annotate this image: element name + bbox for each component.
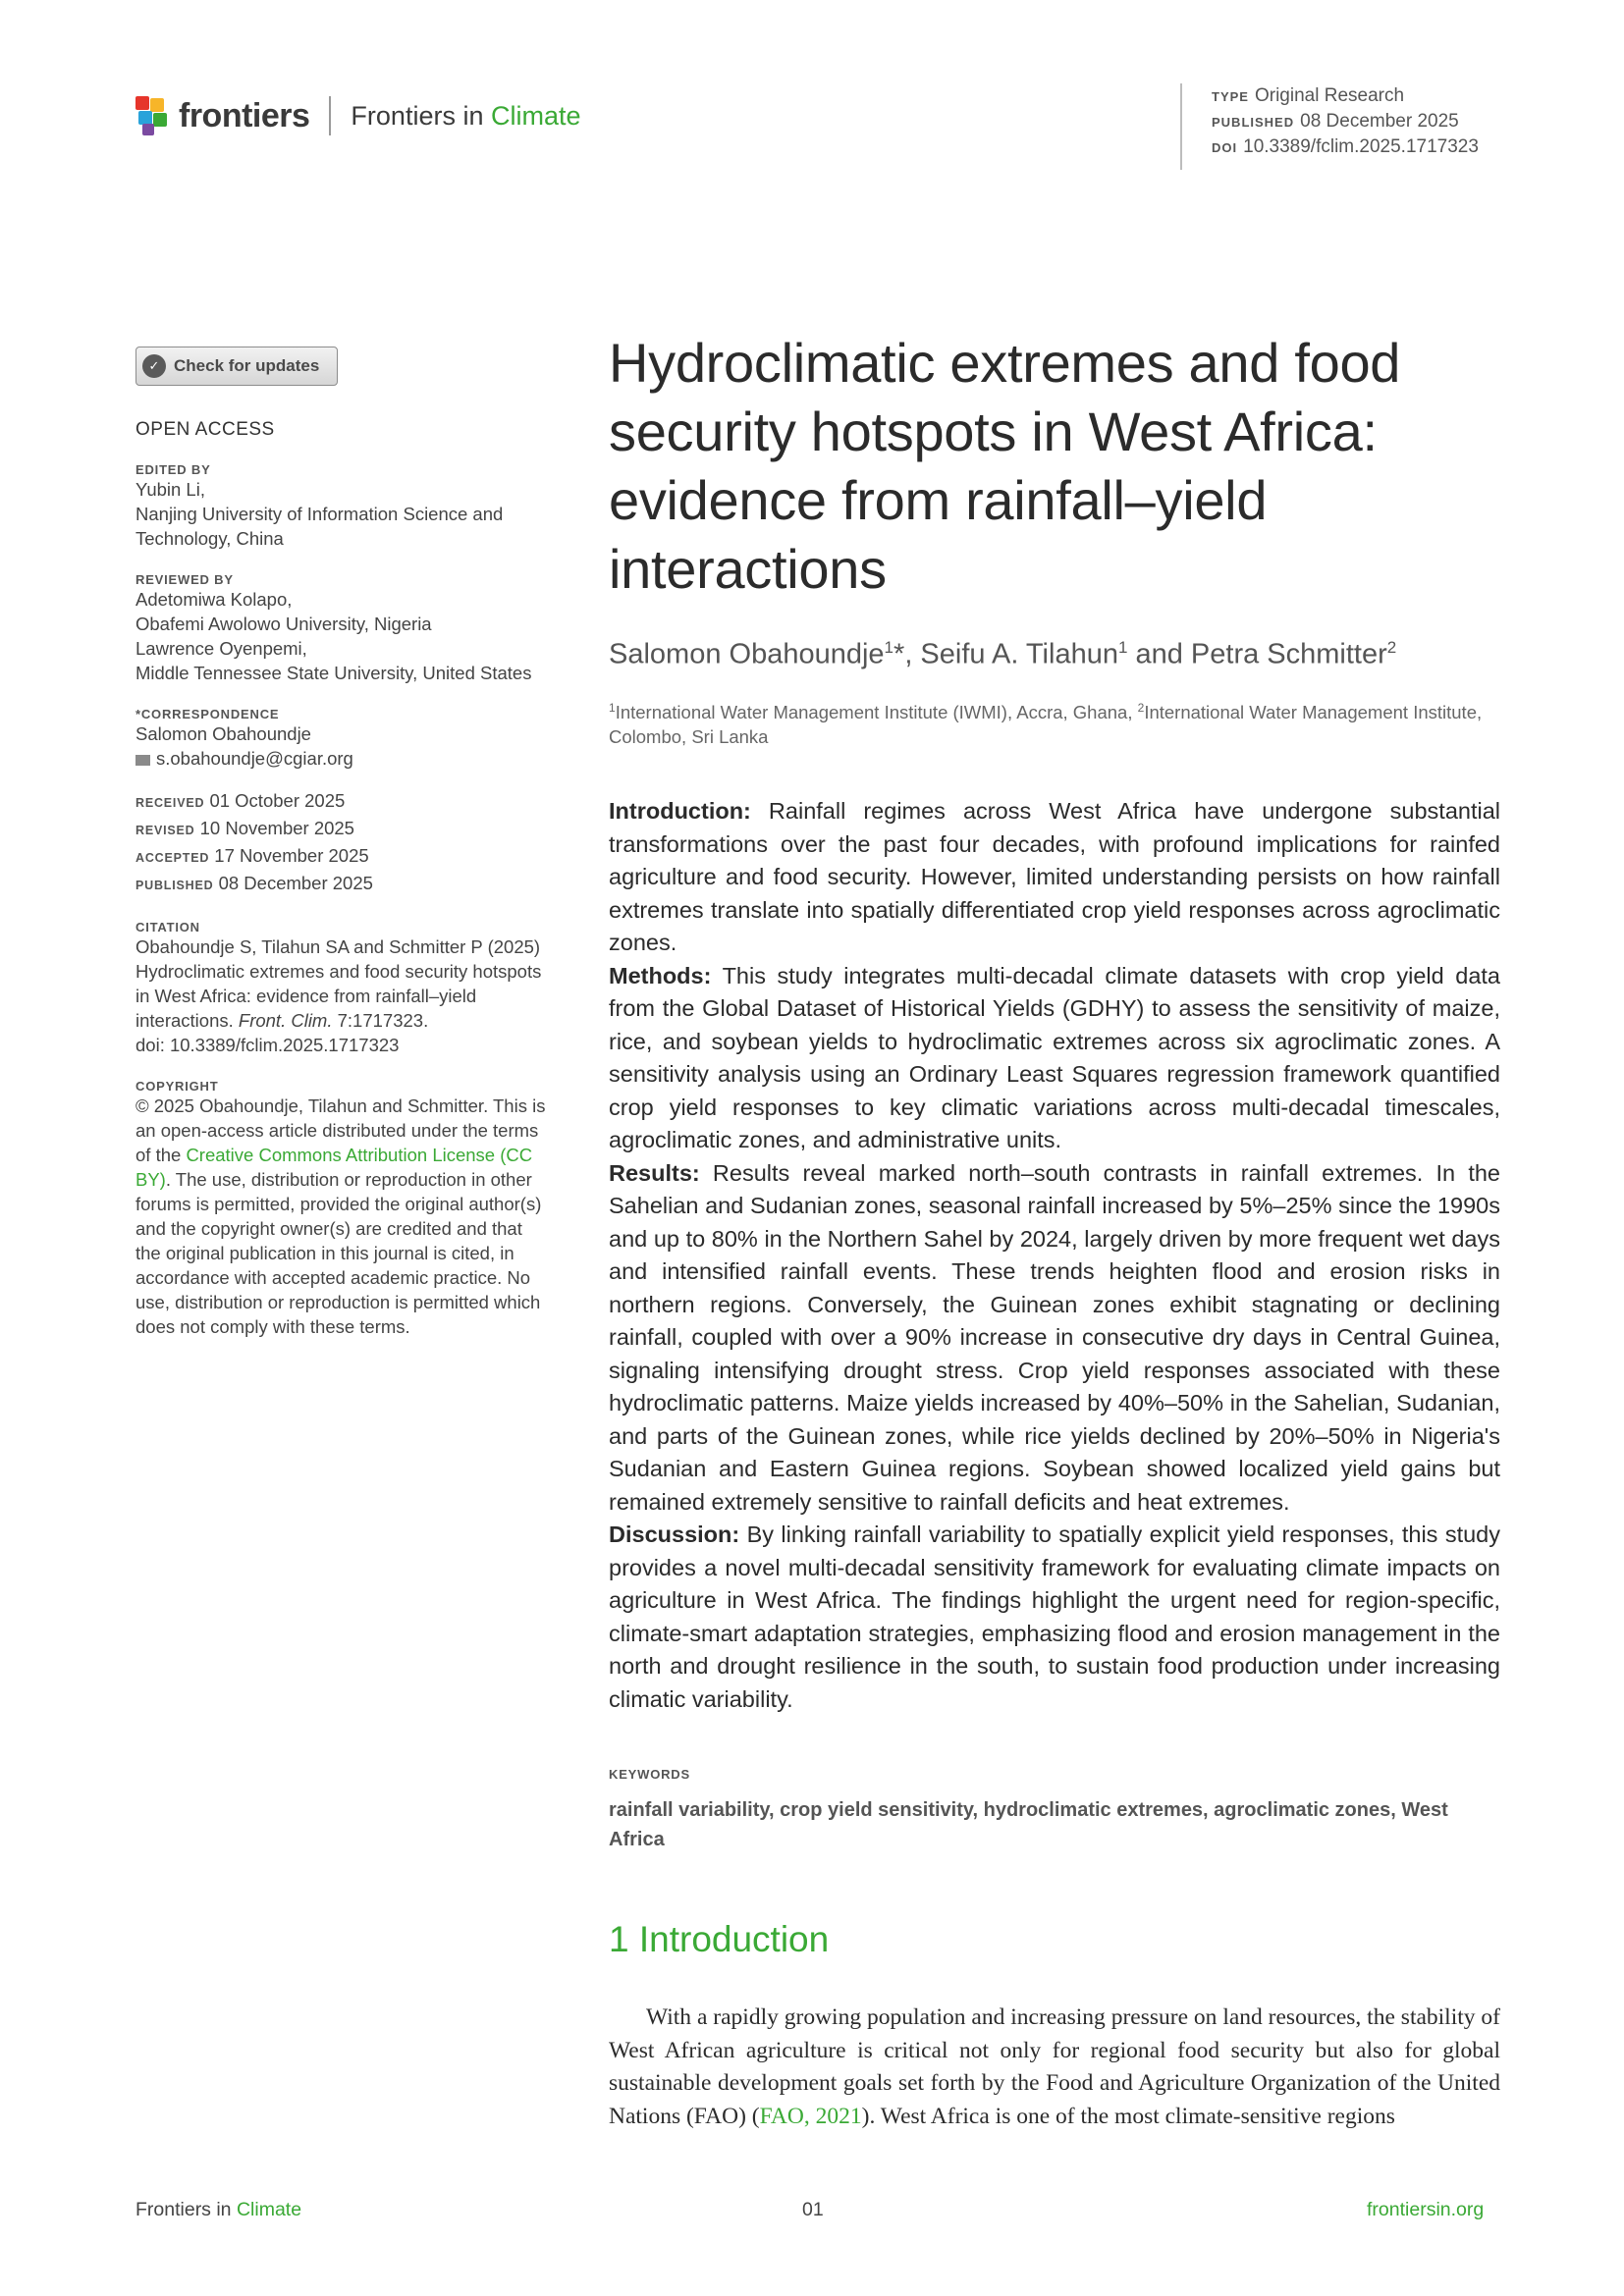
introduction-paragraph: With a rapidly growing population and increasing pressure on land resources, the stability of West African agriculture is critical not only for regional food security but also for global sustainable development goals set forth by the Food and Agriculture Organization of the United Nations (FAO) (FAO, 2021). West Africa is one of the most climate-sensitive regions bbox=[609, 2004, 1500, 2129]
affiliations: $^1$International Water Management Institute (IWMI), Accra, Ghana, $^2$International Water Management Institute, Colombo, Sri Lanka bbox=[609, 701, 1483, 748]
logo-divider bbox=[329, 96, 331, 135]
editor-name: Yubin Li, bbox=[135, 479, 205, 500]
date-revised: REVISED 10 November 2025 bbox=[135, 818, 354, 838]
abstract-introduction: Introduction: Rainfall regimes across West Africa have undergone substantial transformations over the past four decades, with profound implications for rainfed agriculture and food security. However, limited understanding persists on how rainfall extremes translate into spatially differentiated crop yield responses across agroclimatic zones. bbox=[609, 798, 1500, 955]
correspondence-email[interactable]: s.obahoundje@cgiar.org bbox=[135, 746, 548, 771]
author[interactable]: and Petra Schmitter bbox=[1127, 638, 1387, 670]
keywords-label: KEYWORDS bbox=[609, 1767, 690, 1782]
author-list: Salomon Obahoundje$^1$*, Seifu A. Tilahun$^1$ and Petra Schmitter$^2$ bbox=[609, 638, 1397, 670]
reviewer-affiliation: Middle Tennessee State University, United States bbox=[135, 663, 532, 683]
meta-doi[interactable]: DOI 10.3389/fclim.2025.1717323 bbox=[1212, 136, 1479, 157]
journal-name: Frontiers in Climate bbox=[351, 100, 581, 131]
frontiers-logo-icon bbox=[135, 96, 169, 135]
correspondence-name: Salomon Obahoundje bbox=[135, 723, 311, 744]
correspondence-label: *CORRESPONDENCE bbox=[135, 707, 280, 721]
author[interactable]: Salomon Obahoundje bbox=[609, 638, 885, 670]
email-icon bbox=[135, 755, 150, 766]
check-updates-icon: ✓ bbox=[142, 354, 166, 378]
edited-by-label: EDITED BY bbox=[135, 462, 211, 477]
meta-type: TYPE Original Research bbox=[1212, 85, 1405, 106]
date-published: PUBLISHED 08 December 2025 bbox=[135, 873, 373, 893]
editor-affiliation: Nanjing University of Information Science and Technology, China bbox=[135, 504, 504, 549]
keywords: rainfall variability, crop yield sensitivity, hydroclimatic extremes, agroclimatic zones, West Africa bbox=[609, 1799, 1448, 1850]
abstract-results: Results: Results reveal marked north–south contrasts in rainfall extremes. In the Sahelian and Sudanian zones, seasonal rainfall increased by 5%–25% since the 1990s and up to 80% in the Northern Sahel by 2024, largely driven by more frequent wet days and intensified rainfall events. These trends heighten flood and erosion risks in northern regions. Conversely, the Guinean zones exhibit stagnating or declining rainfall, coupled with over a 90% increase in consecutive dry days in Central Guinea, signaling intensifying drought stress. Crop yield responses associated with these hydroclimatic patterns. Maize yields increased by 40%–50% in the Sahelian, Sudanian, and parts of the Guinean zones, while rice yields declined by 20%–50% in Nigeria's Sudanian and Eastern Guinea regions. Soybean showed localized yield gains but remained extremely sensitive to rainfall deficits and heat extremes. bbox=[609, 1159, 1500, 1515]
meta-published: PUBLISHED 08 December 2025 bbox=[1212, 111, 1459, 132]
author[interactable]: , Seifu A. Tilahun bbox=[904, 638, 1118, 670]
date-accepted: ACCEPTED 17 November 2025 bbox=[135, 845, 369, 866]
reviewer-affiliation: Obafemi Awolowo University, Nigeria bbox=[135, 614, 432, 634]
open-access-label: OPEN ACCESS bbox=[135, 419, 275, 440]
cc-license-link[interactable]: Creative Commons Attribution License (CC BY) bbox=[135, 1145, 533, 1190]
frontiers-logo[interactable] bbox=[135, 96, 581, 135]
brand-name: frontiers bbox=[179, 96, 310, 134]
footer-journal[interactable]: Frontiers in Climate bbox=[135, 2199, 302, 2220]
abstract-discussion: Discussion: By linking rainfall variability to spatially explicit yield responses, this study provides a novel multi-decadal sensitivity framework for evaluating climate impacts on agriculture in West Africa. The findings highlight the urgent need for region-specific, climate-smart adaptation strategies, emphasizing flood and erosion management in the north and drought resilience in the south, to sustain food production under increasing climatic variability. bbox=[609, 1522, 1500, 1712]
article-dates bbox=[135, 788, 548, 898]
section-heading-introduction: 1 Introduction bbox=[609, 1919, 830, 1959]
copyright-text: © 2025 Obahoundje, Tilahun and Schmitter. This is an open-access article distributed under the terms of the Creative Commons Attribution License (CC BY). The use, distribution or reproduction in other forums is permitted, provided the original author(s) and the copyright owner(s) are credited and that the original publication in this journal is cited, in accordance with accepted academic practice. No use, distribution or reproduction is permitted which does not comply with these terms. bbox=[135, 1095, 546, 1337]
copyright-label: COPYRIGHT bbox=[135, 1079, 219, 1094]
reviewer-name: Adetomiwa Kolapo, bbox=[135, 589, 293, 610]
citation-link[interactable]: FAO, 2021 bbox=[759, 2103, 862, 2129]
reviewed-by-label: REVIEWED BY bbox=[135, 572, 234, 587]
reviewer-name: Lawrence Oyenpemi, bbox=[135, 638, 307, 659]
citation-text: Obahoundje S, Tilahun SA and Schmitter P (2025) Hydroclimatic extremes and food security hotspots in West Africa: evidence from rainfall–yield interactions. Front. Clim. 7:1717323. doi: 10.3389/fclim.2025.1717323 bbox=[135, 936, 542, 1055]
abstract bbox=[609, 795, 1500, 1716]
sidebar bbox=[135, 347, 548, 1339]
article-meta bbox=[1180, 83, 1479, 170]
article-title: Hydroclimatic extremes and food security hotspots in West Africa: evidence from rainfall–yield interactions bbox=[609, 332, 1401, 600]
citation-label: CITATION bbox=[135, 920, 200, 934]
page-number: 01 bbox=[802, 2199, 824, 2220]
check-for-updates-button[interactable]: ✓ Check for updates bbox=[135, 347, 338, 386]
footer-site-link[interactable]: frontiersin.org bbox=[1367, 2199, 1485, 2220]
abstract-methods: Methods: This study integrates multi-decadal climate datasets with crop yield data from the Global Dataset of Historical Yields (GDHY) to assess the sensitivity of maize, rice, and soybean yields to hydroclimatic extremes across six agroclimatic zones. A sensitivity analysis using an Ordinary Least Squares regression framework quantified crop yield responses to key climatic variations across multi-decadal timescales, agroclimatic zones, and administrative units. bbox=[609, 962, 1500, 1152]
date-received: RECEIVED 01 October 2025 bbox=[135, 790, 346, 811]
